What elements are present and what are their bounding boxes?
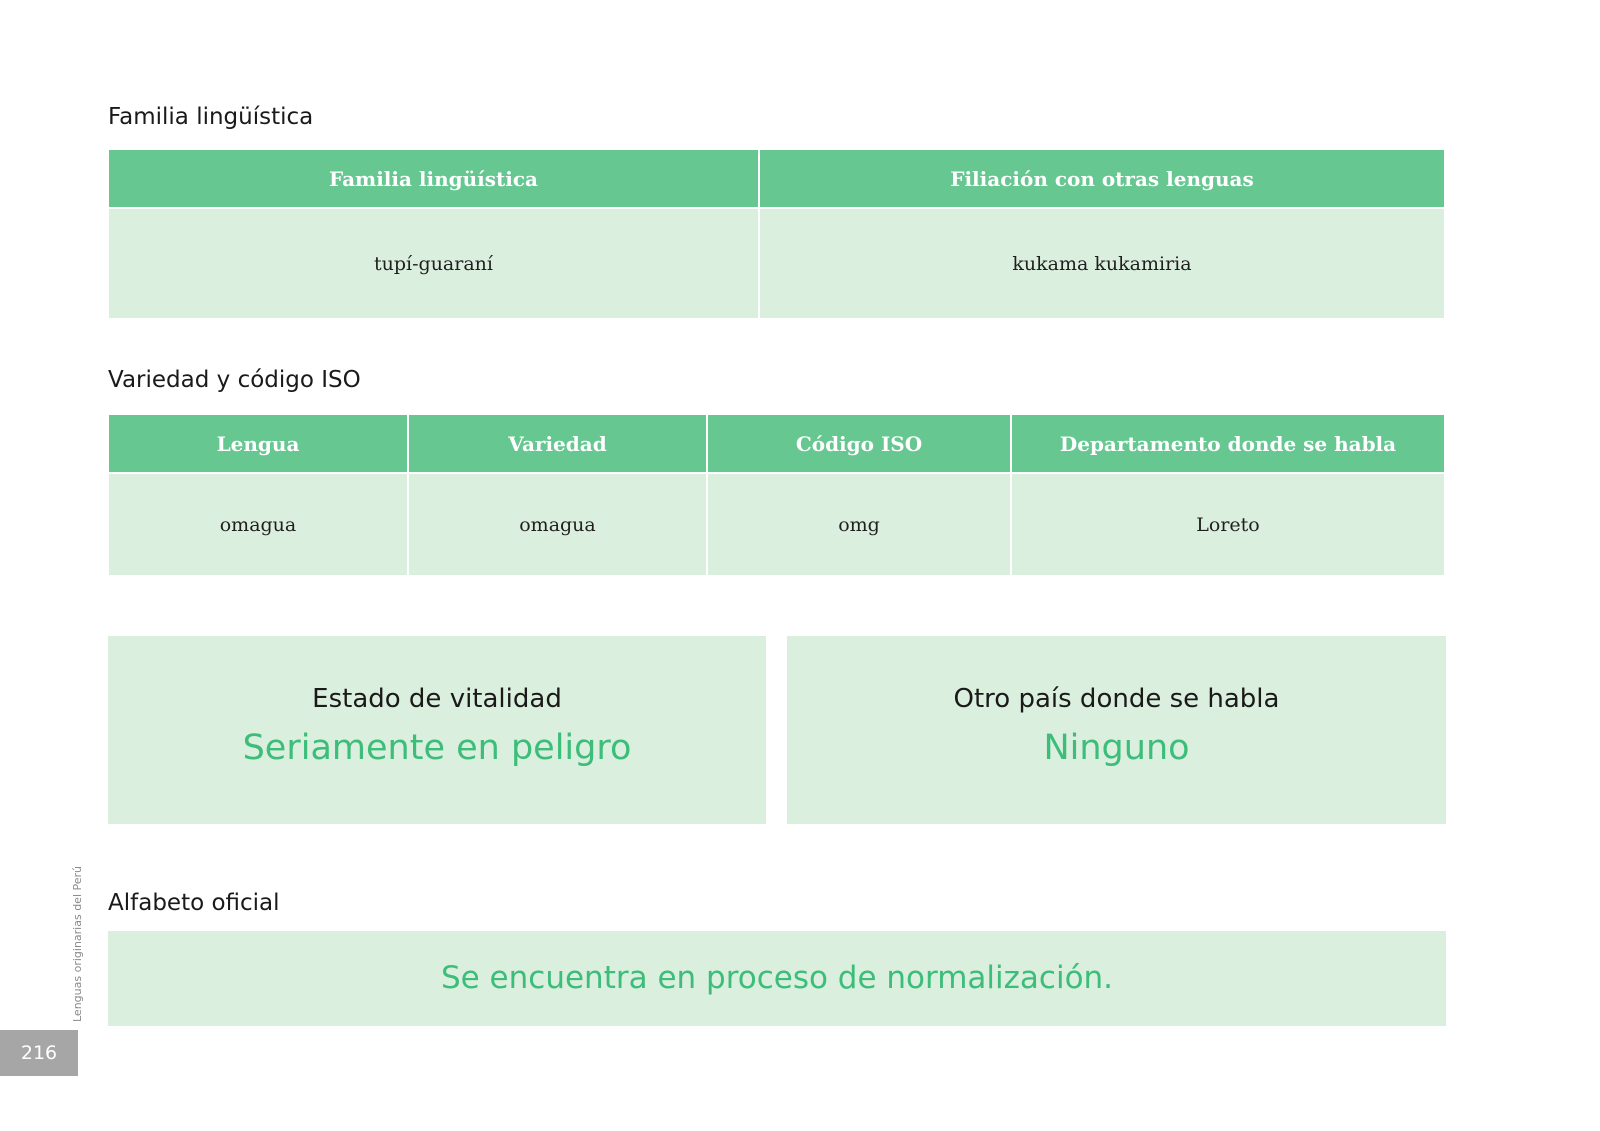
cell-variedad: omagua: [408, 473, 707, 575]
cell-departamento: Loreto: [1011, 473, 1444, 575]
vitalidad-label: Estado de vitalidad: [312, 684, 562, 714]
variedad-table: [109, 415, 1444, 575]
alfabeto-box: [108, 931, 1446, 1026]
cell-filiacion: kukama kukamiria: [759, 208, 1444, 318]
side-caption: Lenguas originarias del Perú: [71, 865, 84, 1022]
header-departamento: Departamento donde se habla: [1011, 415, 1444, 473]
vitalidad-value: Seriamente en peligro: [242, 728, 632, 768]
cell-familia: tupí-guaraní: [109, 208, 759, 318]
cell-lengua: omagua: [109, 473, 408, 575]
header-codigo-iso: Código ISO: [707, 415, 1011, 473]
cell-codigo-iso: omg: [707, 473, 1011, 575]
table-row: [109, 473, 1444, 575]
header-lengua: Lengua: [109, 415, 408, 473]
familia-section-title: Familia lingüística: [108, 104, 314, 130]
header-variedad: Variedad: [408, 415, 707, 473]
table-header-row: [109, 150, 1444, 208]
header-filiacion: Filiación con otras lenguas: [759, 150, 1444, 208]
header-familia: Familia lingüística: [109, 150, 759, 208]
alfabeto-text: Se encuentra en proceso de normalización.: [440, 960, 1114, 996]
page-number: 216: [0, 1030, 78, 1076]
otro-pais-label: Otro país donde se habla: [953, 684, 1280, 714]
otro-pais-box: [787, 636, 1446, 824]
table-header-row: [109, 415, 1444, 473]
vitalidad-box: [108, 636, 766, 824]
table-row: [109, 208, 1444, 318]
alfabeto-section-title: Alfabeto oficial: [108, 890, 280, 916]
otro-pais-value: Ninguno: [1043, 728, 1190, 768]
variedad-section-title: Variedad y código ISO: [108, 367, 361, 393]
familia-table: [109, 150, 1444, 318]
